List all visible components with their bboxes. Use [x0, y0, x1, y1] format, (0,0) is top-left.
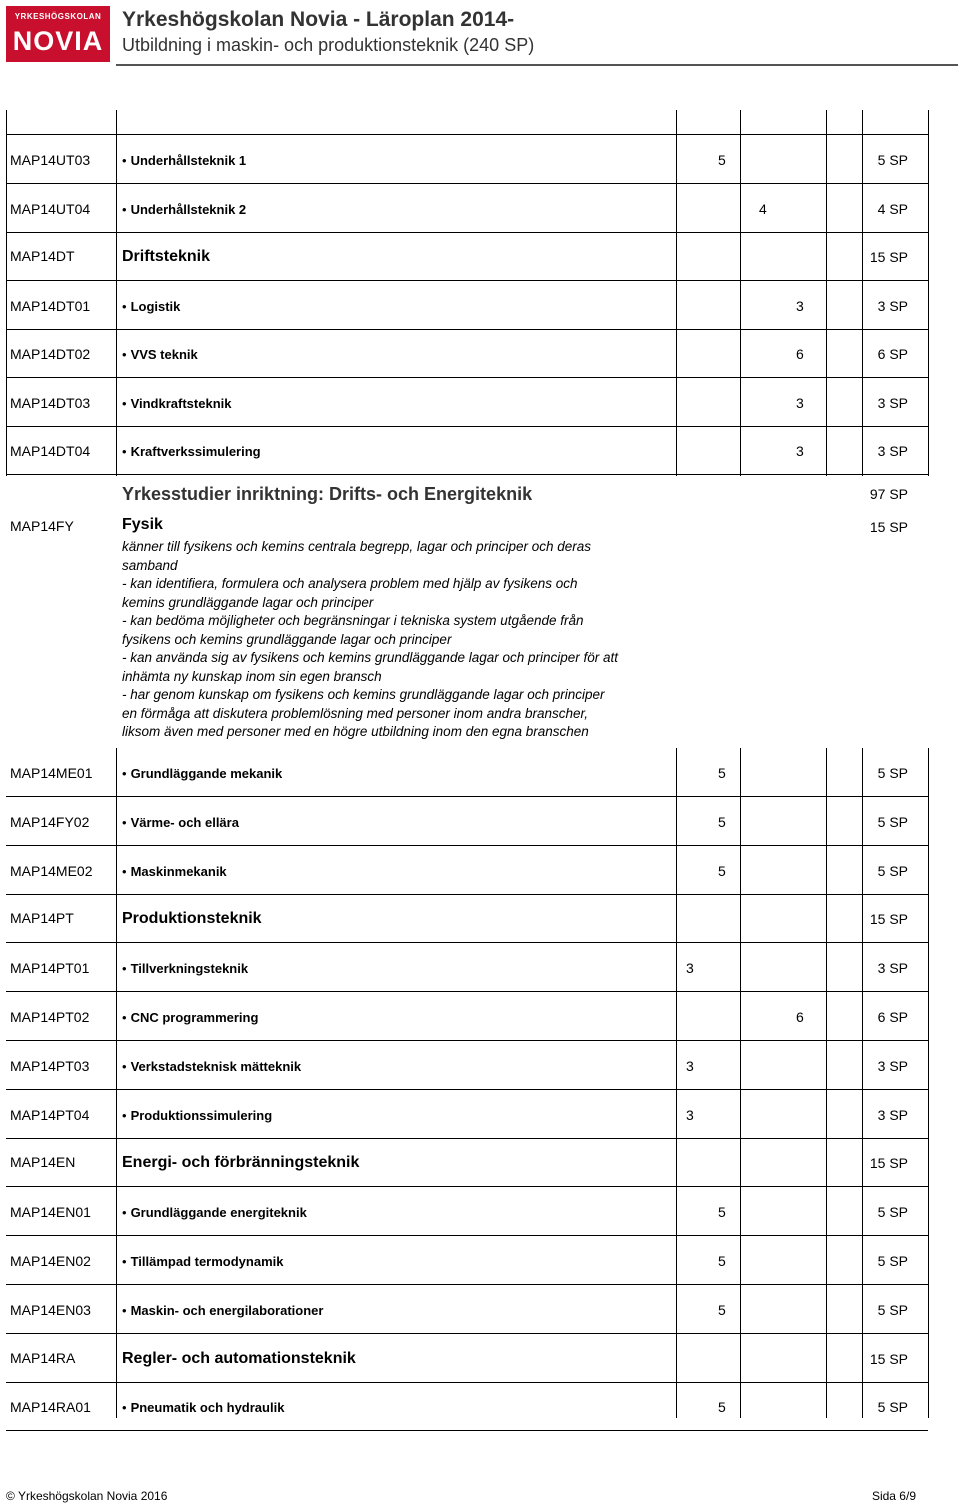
course-code: MAP14DT02 — [10, 346, 91, 362]
course-name: Energi- och förbränningsteknik — [122, 1154, 360, 1172]
course-row — [6, 797, 928, 846]
course-credits: 15 SP — [869, 911, 908, 928]
course-description — [122, 538, 682, 742]
course-credits: 3 SP — [877, 1106, 908, 1123]
course-row — [6, 1285, 928, 1334]
course-credits: 5 SP — [877, 813, 908, 830]
course-row — [6, 1382, 928, 1431]
course-code: MAP14DT — [10, 248, 75, 264]
course-row — [6, 943, 928, 992]
description-line: en förmåga att diskutera problemlösning med personer inom andra branscher, — [122, 705, 589, 721]
course-period-count: 3 — [796, 394, 804, 411]
row-rule — [6, 1430, 928, 1431]
course-period-count: 6 — [796, 1009, 804, 1025]
course-name: • Maskin- och energilaborationer — [122, 1303, 323, 1318]
course-code: MAP14RA01 — [10, 1399, 91, 1416]
description-line: fysikens och kemins grundläggande lagar och principer — [122, 631, 452, 647]
course-name: Driftsteknik — [122, 248, 211, 265]
course-name: • Verkstadsteknisk mätteknik — [122, 1059, 301, 1074]
document-title: Yrkeshögskolan Novia - Läroplan 2014- — [122, 8, 515, 31]
course-row — [6, 1041, 928, 1090]
course-row — [6, 378, 928, 427]
course-code: MAP14ME01 — [10, 765, 93, 781]
course-group-name: Fysik — [122, 516, 163, 533]
course-credits: 3 SP — [877, 297, 908, 314]
course-code: MAP14EN02 — [10, 1253, 91, 1269]
course-code: MAP14PT01 — [10, 960, 90, 977]
course-name: • Tillverkningsteknik — [122, 961, 248, 976]
course-code: MAP14DT04 — [10, 443, 91, 459]
course-code: MAP14PT03 — [10, 1057, 90, 1074]
course-name: • Grundläggande mekanik — [122, 766, 282, 781]
course-code: MAP14FY02 — [10, 813, 90, 830]
course-name: • Värme- och ellära — [122, 815, 239, 830]
course-credits: 5 SP — [877, 1253, 908, 1269]
course-name: • Underhållsteknik 1 — [122, 153, 246, 168]
course-code: MAP14EN03 — [10, 1301, 91, 1318]
course-period-count: 5 — [718, 1301, 726, 1318]
course-code: MAP14FY — [10, 518, 74, 534]
course-code: MAP14DT01 — [10, 297, 91, 314]
description-line: känner till fysikens och kemins centrala begrepp, lagar och principer och deras — [122, 539, 591, 554]
course-period-count: 5 — [718, 765, 726, 781]
logo-brand-text: NOVIA — [12, 26, 104, 56]
course-credits: 4 SP — [877, 200, 908, 217]
course-name: • Pneumatik och hydraulik — [122, 1400, 284, 1415]
section-credits: 97 SP — [869, 486, 908, 502]
course-code: MAP14UT04 — [10, 200, 91, 217]
course-credits: 5 SP — [877, 152, 908, 168]
course-credits: 5 SP — [877, 1399, 908, 1416]
course-name: • Underhållsteknik 2 — [122, 202, 246, 217]
course-group-row — [6, 1334, 928, 1383]
course-credits: 3 SP — [877, 443, 908, 459]
description-line: - kan använda sig av fysikens och kemins grundläggande lagar och principer för att — [122, 650, 619, 665]
course-credits: 3 SP — [877, 1057, 908, 1074]
document-subtitle: Utbildning i maskin- och produktionsteknik (240 SP) — [122, 35, 535, 55]
course-code: MAP14PT — [10, 910, 74, 927]
course-row — [6, 1236, 928, 1285]
course-period-count: 5 — [718, 152, 726, 168]
course-name: • CNC programmering — [122, 1010, 258, 1025]
course-code: MAP14EN01 — [10, 1204, 91, 1221]
course-name: • Kraftverkssimulering — [122, 444, 261, 459]
course-credits: 5 SP — [877, 765, 908, 781]
course-code: MAP14UT03 — [10, 152, 91, 168]
course-credits: 5 SP — [877, 1204, 908, 1221]
course-period-count: 3 — [686, 960, 694, 977]
course-group-row — [6, 894, 928, 943]
description-line: - har genom kunskap om fysikens och kemins grundläggande lagar och principer — [122, 687, 605, 702]
description-line: kemins grundläggande lagar och principer — [122, 594, 374, 610]
course-period-count: 3 — [796, 443, 804, 459]
course-period-count: 3 — [686, 1057, 694, 1074]
course-period-count: 5 — [718, 813, 726, 830]
novia-logo — [6, 6, 110, 62]
course-name: • Produktionssimulering — [122, 1108, 272, 1123]
course-period-count: 5 — [718, 1399, 726, 1416]
course-code: MAP14DT03 — [10, 394, 91, 411]
course-period-count: 3 — [796, 297, 804, 314]
footer-page-number: Sida 6/9 — [871, 1489, 916, 1503]
course-name: • Vindkraftsteknik — [122, 396, 231, 411]
course-row — [6, 135, 928, 184]
course-code: MAP14RA — [10, 1349, 76, 1366]
course-period-count: 6 — [796, 346, 804, 362]
description-line: samband — [122, 557, 178, 573]
course-row — [6, 281, 928, 330]
course-period-count: 3 — [686, 1106, 694, 1123]
course-period-count: 5 — [718, 1204, 726, 1221]
course-name: • Tillämpad termodynamik — [122, 1254, 283, 1269]
course-row — [6, 1187, 928, 1236]
course-period-count: 4 — [759, 200, 767, 217]
course-row — [6, 846, 928, 895]
description-line: liksom även med personer med en högre utbildning inom den egna branschen — [122, 724, 589, 739]
course-name: • Logistik — [122, 299, 180, 314]
table-border-right — [928, 110, 929, 476]
row-rule — [6, 474, 928, 475]
course-credits: 15 SP — [869, 1155, 908, 1172]
course-code: MAP14EN — [10, 1154, 76, 1171]
header-rule — [116, 64, 958, 66]
footer-copyright: © Yrkeshögskolan Novia 2016 — [6, 1489, 168, 1503]
course-period-count: 5 — [718, 1253, 726, 1269]
course-code: MAP14PT04 — [10, 1106, 90, 1123]
course-row — [6, 992, 928, 1041]
course-credits: 5 SP — [877, 1301, 908, 1318]
course-row — [6, 748, 928, 797]
course-credits: 15 SP — [869, 1350, 908, 1367]
course-name: • Grundläggande energiteknik — [122, 1205, 307, 1220]
course-row — [6, 184, 928, 233]
course-credits: 6 SP — [877, 1009, 908, 1025]
course-name: Produktionsteknik — [122, 910, 262, 928]
course-credits: 6 SP — [877, 346, 908, 362]
course-name: • Maskinmekanik — [122, 864, 227, 879]
course-credits: 3 SP — [877, 960, 908, 977]
course-credits: 15 SP — [869, 249, 908, 265]
description-line: - kan bedöma möjligheter och begränsningar i tekniska system utgående från — [122, 613, 584, 628]
course-period-count: 5 — [718, 862, 726, 879]
section-block — [6, 476, 928, 748]
course-name: Regler- och automationsteknik — [122, 1349, 356, 1367]
course-row — [6, 426, 928, 475]
logo-org-text: YRKESHÖGSKOLAN — [14, 12, 102, 21]
description-line: inhämta ny kunskap inom sin egen bransch — [122, 668, 382, 684]
course-row — [6, 329, 928, 378]
course-name: • VVS teknik — [122, 347, 198, 362]
course-group-row — [6, 232, 928, 281]
section-title: Yrkesstudier inriktning: Drifts- och Energiteknik — [122, 484, 533, 504]
course-credits: 3 SP — [877, 394, 908, 411]
course-credits: 15 SP — [869, 519, 908, 535]
description-line: - kan identifiera, formulera och analysera problem med hjälp av fysikens och — [122, 576, 578, 591]
course-code: MAP14PT02 — [10, 1009, 90, 1025]
course-credits: 5 SP — [877, 862, 908, 879]
table-border-right — [928, 748, 929, 1418]
course-row — [6, 1090, 928, 1139]
course-group-row — [6, 1138, 928, 1187]
course-code: MAP14ME02 — [10, 862, 93, 879]
